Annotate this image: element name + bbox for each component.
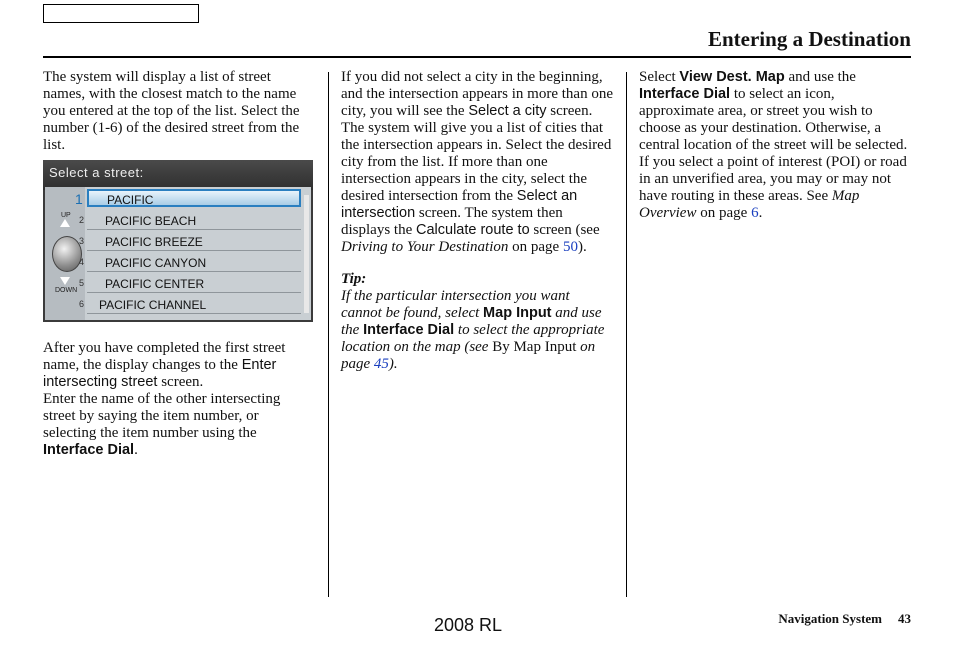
- text: ).: [577, 239, 587, 255]
- screen-name: Select an intersection: [341, 188, 578, 221]
- down-arrow-icon: [60, 277, 70, 285]
- list-scrollbar[interactable]: [304, 195, 309, 313]
- text: .: [758, 205, 763, 221]
- street-list-item[interactable]: [79, 233, 301, 251]
- item-number: 1: [75, 191, 83, 207]
- text: Select: [639, 69, 680, 85]
- screen-title: Select a street:: [49, 165, 144, 180]
- header-rule: [43, 56, 911, 58]
- header-tab-box: [43, 4, 199, 23]
- street-list-screenshot: [43, 160, 313, 322]
- col2-paragraph-1: [341, 69, 613, 256]
- tip-label: Tip:: [341, 271, 367, 287]
- item-number: 6: [79, 299, 85, 309]
- street-list-item[interactable]: [79, 254, 301, 272]
- tip-paragraph: [341, 288, 613, 373]
- street-name: PACIFIC BEACH: [105, 214, 197, 228]
- column-divider: [626, 72, 627, 597]
- item-number: 3: [79, 236, 85, 246]
- text: to select an icon, approximate area, or street you wish to choose as your destination. Otherwise, a central location of the street will be selected. If you select a point of interest (POI) or road in an unverified area, you may or may not have routing in these areas. See: [639, 86, 908, 204]
- screen-list-area: [45, 187, 311, 320]
- reference-title: Driving to Your Destination: [341, 239, 509, 255]
- page-link[interactable]: 50: [562, 239, 578, 255]
- text: If you did not select a city in the beginning, and the intersection appears in more than one city, you will see the: [341, 69, 613, 119]
- col1-paragraph-3: [43, 391, 315, 459]
- page-number: 43: [898, 611, 911, 626]
- text: and use the: [784, 69, 856, 85]
- street-list-item[interactable]: [79, 275, 301, 293]
- reference-title: By Map Input: [492, 339, 577, 355]
- control-name: Interface Dial: [43, 442, 135, 458]
- col3-paragraph-1: [639, 69, 911, 222]
- control-name: Map Input: [483, 305, 552, 321]
- text: screen. The system will give you a list of cities that the intersection appears in. Select the desired city from the list. If more than one intersection appears in the city, select the desired intersection from the: [341, 103, 612, 204]
- text: to select the appropriate location on the map (see: [341, 322, 605, 355]
- text: on page: [696, 205, 752, 221]
- text: If the particular intersection you want cannot be found, select: [341, 288, 570, 321]
- control-name: Interface Dial: [639, 86, 731, 102]
- page-link[interactable]: 6: [751, 205, 759, 221]
- down-label: DOWN: [55, 287, 78, 294]
- street-name: PACIFIC CANYON: [105, 256, 207, 270]
- text: screen. The system then displays the: [341, 205, 563, 238]
- text: screen (see: [529, 222, 600, 238]
- text: on page: [341, 339, 596, 372]
- screen-name: Calculate route to: [416, 222, 530, 238]
- street-name: PACIFIC CHANNEL: [99, 298, 207, 312]
- screen-name: Select a city: [468, 103, 547, 119]
- up-arrow-icon: [60, 219, 70, 227]
- screen-header: [43, 160, 313, 190]
- text: screen.: [157, 374, 204, 390]
- text: on page: [508, 239, 563, 255]
- col1-paragraph-2: [43, 340, 315, 391]
- street-list-item[interactable]: [79, 212, 301, 230]
- page-link[interactable]: 45: [373, 356, 389, 372]
- screen-name: Enter intersecting street: [43, 357, 277, 390]
- reference-title: Map Overview: [639, 188, 860, 221]
- text: ).: [388, 356, 398, 372]
- interface-dial-icon: [52, 236, 85, 272]
- street-name: PACIFIC BREEZE: [105, 235, 203, 249]
- page-title: Entering a Destination: [707, 27, 911, 51]
- up-label: UP: [61, 212, 71, 219]
- column-2: [341, 69, 613, 373]
- footer-section-name: Navigation System: [778, 611, 882, 626]
- text: and use the: [341, 305, 602, 338]
- column-divider: [328, 72, 329, 597]
- col1-paragraph-1: The system will display a list of street names, with the closest match to the name you entered at the top of the list. Select the number (1-6) of the desired street from the list.: [43, 69, 300, 153]
- control-name: Interface Dial: [363, 322, 455, 338]
- item-number: 5: [79, 278, 85, 288]
- street-list-item[interactable]: [75, 189, 301, 207]
- control-name: View Dest. Map: [679, 69, 785, 85]
- footer-section: [778, 611, 911, 627]
- text: Enter the name of the other intersecting street by saying the item number, or selecting the item number using the: [43, 391, 281, 441]
- street-name: PACIFIC: [107, 193, 154, 207]
- item-number: 4: [79, 257, 85, 267]
- street-list-item[interactable]: [79, 296, 301, 314]
- item-number: 2: [79, 215, 85, 225]
- street-name: PACIFIC CENTER: [105, 277, 205, 291]
- text: .: [134, 442, 138, 458]
- text: After you have completed the first street name, the display changes to the: [43, 340, 286, 373]
- column-3: [639, 69, 911, 222]
- footer-model: 2008 RL: [434, 615, 503, 635]
